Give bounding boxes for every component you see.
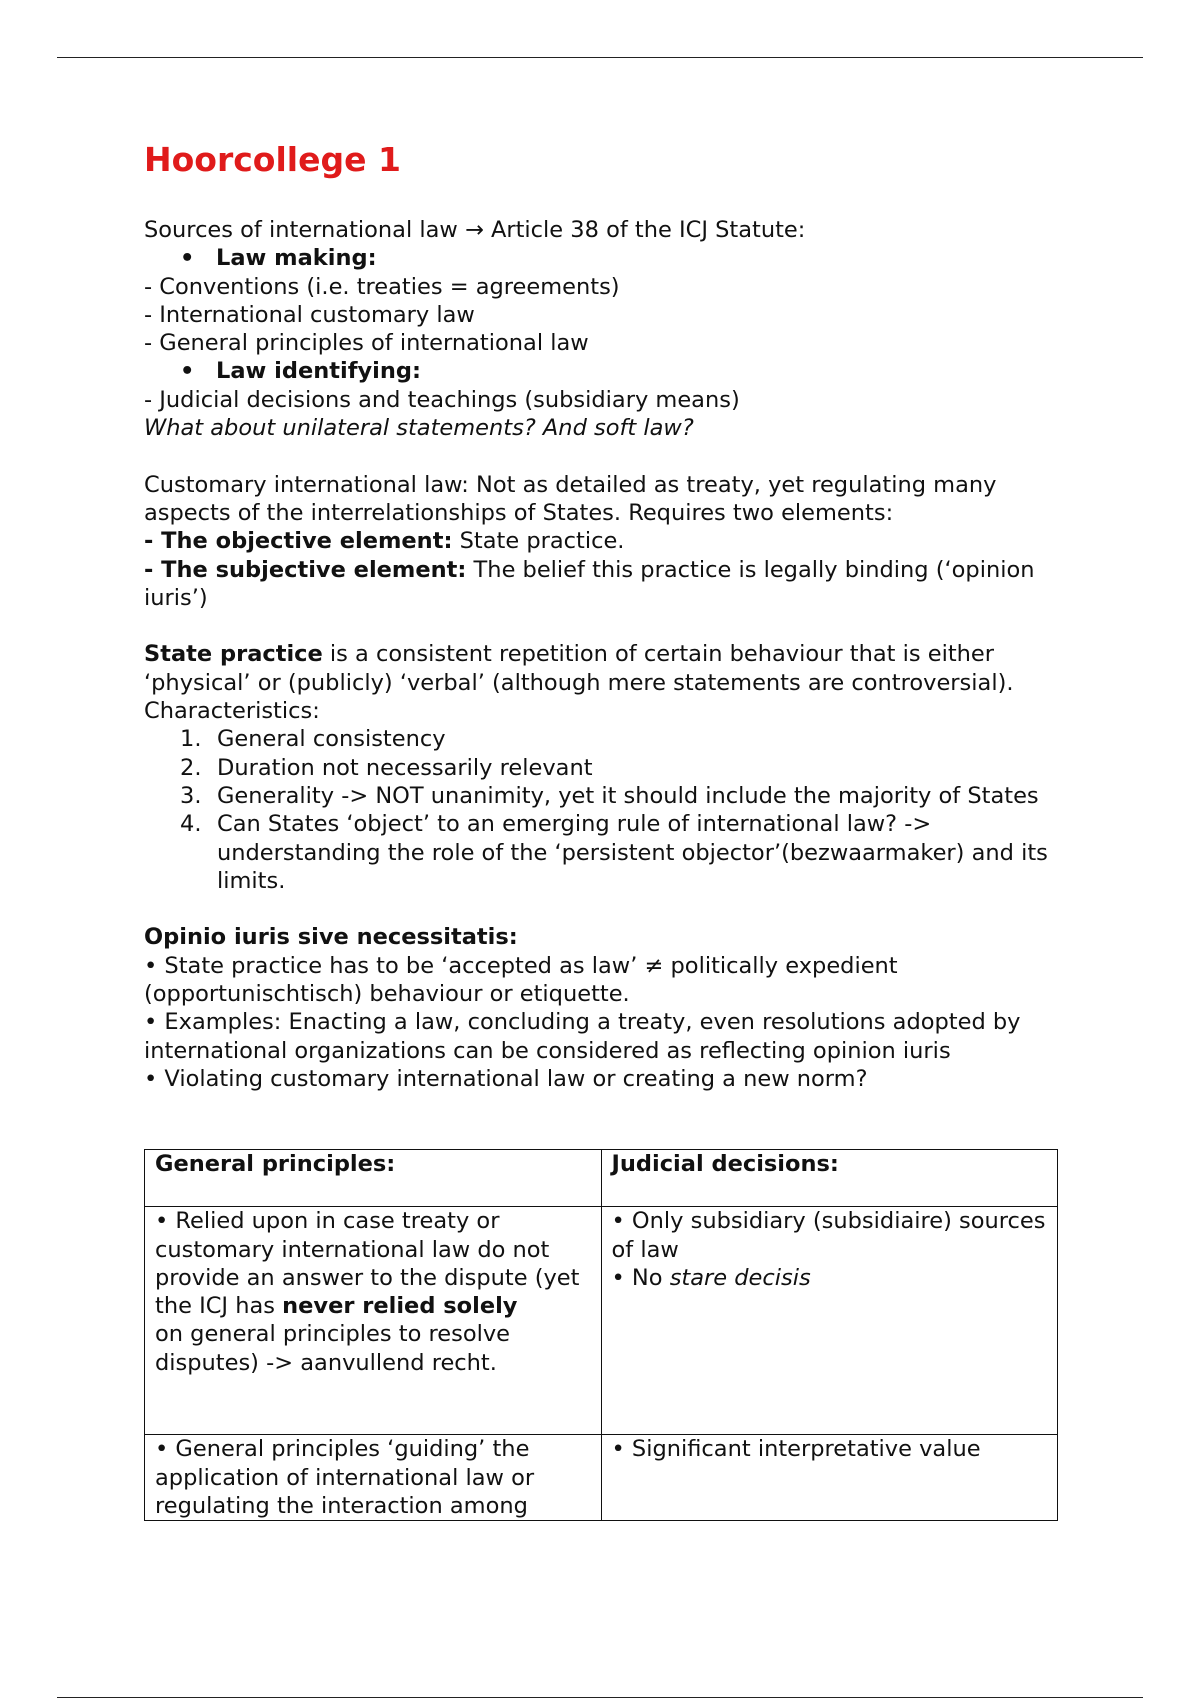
footer-rule bbox=[57, 1697, 1143, 1698]
list-item: • State practice has to be ‘accepted as law’ ≠ politically expedient (opportunischtisch) behaviour or etiquette. bbox=[144, 952, 898, 1008]
list-item: 2. Duration not necessarily relevant bbox=[180, 754, 593, 781]
sources-question: What about unilateral statements? And soft law? bbox=[144, 415, 694, 442]
table-cell: • General principles ‘guiding’ the application of international law or regulating the interaction among bbox=[145, 1435, 602, 1521]
state-practice-section bbox=[144, 640, 1064, 895]
list-item: 1. General consistency bbox=[180, 726, 446, 753]
sources-section bbox=[144, 216, 1064, 442]
bullet-icon: • bbox=[180, 245, 195, 272]
document-body bbox=[144, 140, 1064, 1521]
list-item: 3. Generality -> NOT unanimity, yet it should include the majority of States bbox=[180, 782, 1039, 809]
list-item: - General principles of international law bbox=[144, 330, 589, 357]
objective-element: - The objective element: State practice. bbox=[144, 528, 625, 555]
customary-section bbox=[144, 471, 1064, 612]
table-header-row bbox=[145, 1150, 1058, 1207]
table-cell: • Only subsidiary (subsidiaire) sources of law • No stare decisis bbox=[601, 1207, 1058, 1435]
list-item: - Judicial decisions and teachings (subsidiary means) bbox=[144, 386, 740, 413]
bullet-icon: • bbox=[180, 358, 195, 385]
table-row bbox=[145, 1207, 1058, 1435]
page-title: Hoorcollege 1 bbox=[144, 140, 401, 179]
opinio-section bbox=[144, 923, 1064, 1093]
table-cell: • Relied upon in case treaty or customary international law do not provide an answer to the dispute (yet the ICJ has never relied solely on general principles to resolve disputes) -> aanvullend recht. bbox=[145, 1207, 602, 1435]
state-practice-text: State practice is a consistent repetition of certain behaviour that is either ‘physical’ or (publicly) ‘verbal’ (although mere statements are controversial). Characteristics: bbox=[144, 641, 1014, 725]
table-header-general-principles: General principles: bbox=[145, 1150, 602, 1207]
table-row bbox=[145, 1435, 1058, 1521]
list-item: - International customary law bbox=[144, 301, 475, 328]
sources-intro: Sources of international law → Article 38 of the ICJ Statute: bbox=[144, 217, 806, 243]
sources-table bbox=[144, 1149, 1058, 1521]
table-header-judicial-decisions: Judicial decisions: bbox=[601, 1150, 1058, 1207]
customary-intro: Customary international law: Not as detailed as treaty, yet regulating many aspects of the interrelationships of States. Requires two elements: bbox=[144, 471, 997, 526]
opinio-heading: Opinio iuris sive necessitatis: bbox=[144, 924, 518, 951]
table-cell: • Significant interpretative value bbox=[601, 1435, 1058, 1521]
list-item: 4. Can States ‘object’ to an emerging rule of international law? -> understanding the role of the ‘persistent objector’(bezwaarmaker) and its limits. bbox=[180, 811, 1048, 894]
list-item: • Violating customary international law or creating a new norm? bbox=[144, 1065, 868, 1092]
list-item: • Examples: Enacting a law, concluding a treaty, even resolutions adopted by international organizations can be considered as reflecting opinion iuris bbox=[144, 1009, 1021, 1064]
list-item: - Conventions (i.e. treaties = agreements) bbox=[144, 273, 620, 300]
law-identifying-heading: • Law identifying: bbox=[180, 358, 421, 385]
law-making-heading: • Law making: bbox=[180, 245, 377, 272]
subjective-element: - The subjective element: The belief this practice is legally binding (‘opinion iuris’) bbox=[144, 556, 1035, 611]
header-rule bbox=[57, 57, 1143, 58]
